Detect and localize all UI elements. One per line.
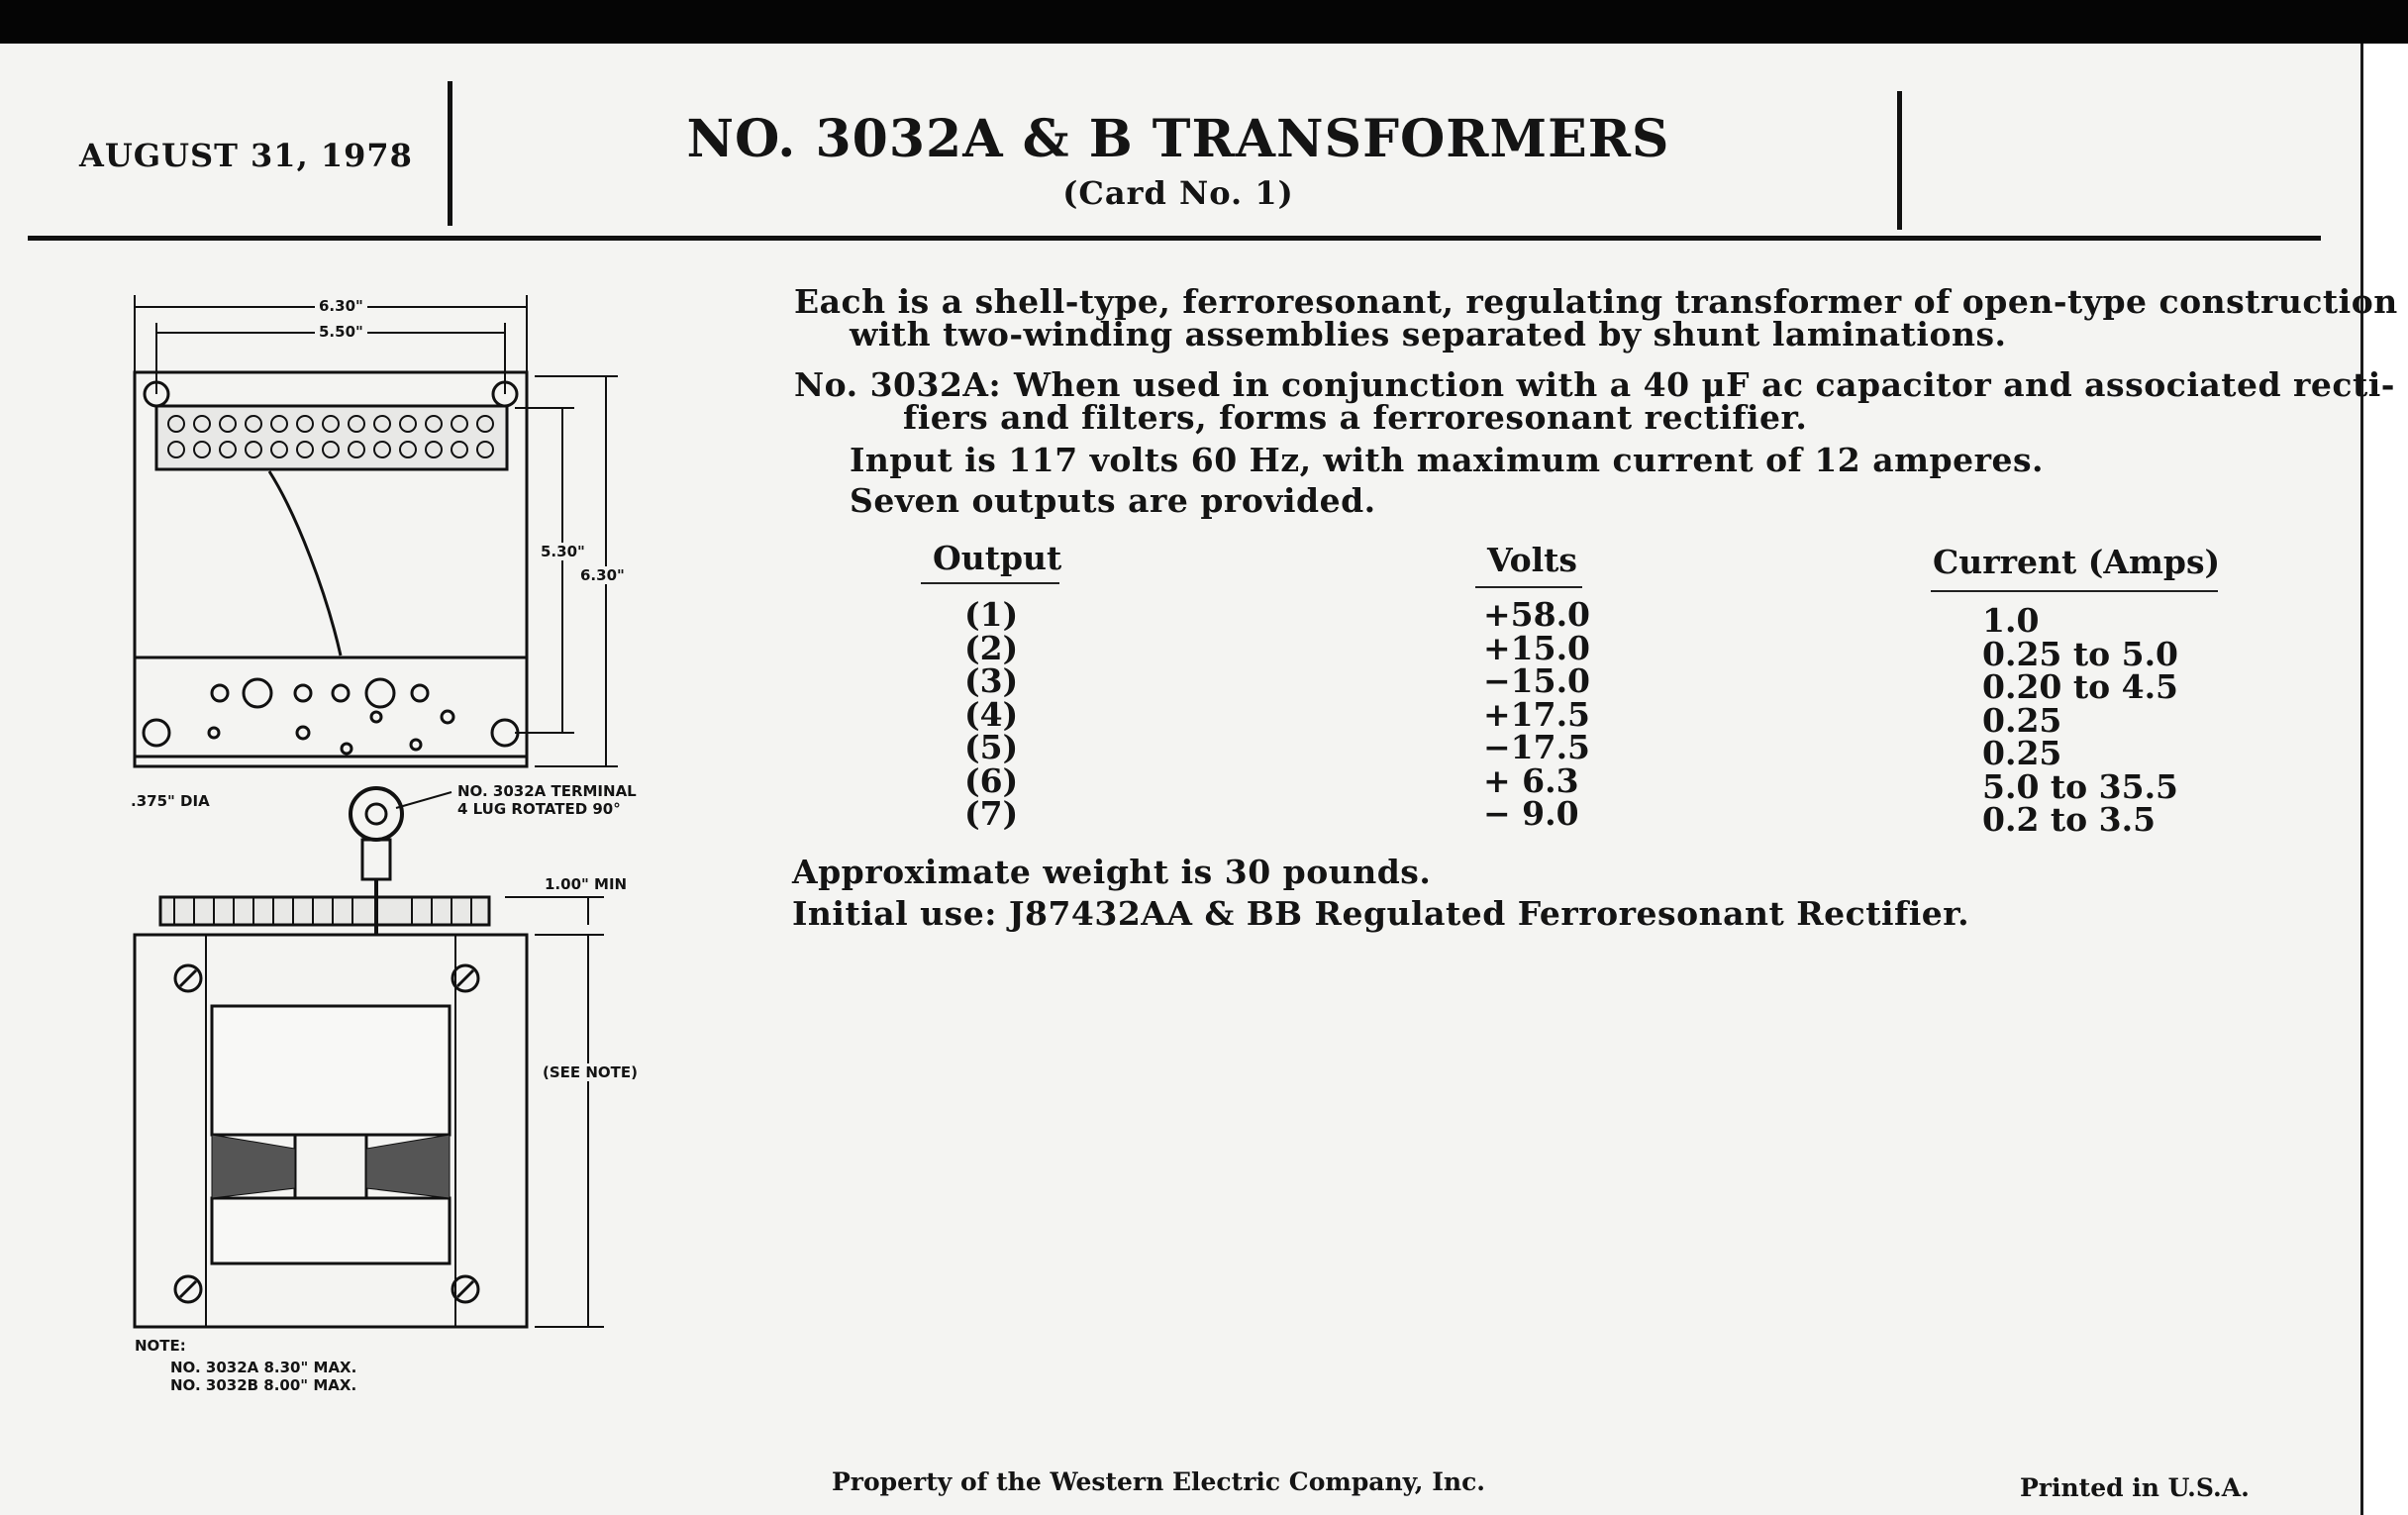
- table-cell-output: (1): [964, 595, 1019, 634]
- transformer-drawing: [0, 0, 693, 1426]
- table-cell-volts: −15.0: [1483, 661, 1591, 700]
- table-cell-current: 0.25: [1982, 734, 2062, 772]
- weight-note: Approximate weight is 30 pounds.: [792, 853, 1432, 891]
- terminal-note-1: NO. 3032A TERMINAL: [457, 782, 637, 800]
- table-cell-volts: +58.0: [1483, 595, 1591, 634]
- model-a-line-2: fiers and filters, forms a ferroresonant rectifier.: [903, 398, 1808, 437]
- table-cell-volts: +17.5: [1483, 694, 1591, 734]
- table-cell-current: 0.25: [1982, 700, 2062, 740]
- table-cell-current: 0.25 to 5.0: [1982, 634, 2179, 673]
- table-cell-volts: +15.0: [1483, 628, 1591, 667]
- hole-diameter-label: .375" DIA: [131, 792, 210, 810]
- side-view-top-strip: [160, 897, 489, 925]
- table-cell-output: (5): [964, 728, 1019, 766]
- table-cell-current: 0.2 to 3.5: [1982, 800, 2157, 839]
- table-cell-output: (6): [964, 760, 1019, 800]
- table-cell-current: 5.0 to 35.5: [1982, 766, 2179, 806]
- see-note-label: (SEE NOTE): [539, 1063, 642, 1081]
- printed-footer: Printed in U.S.A.: [2020, 1473, 2250, 1502]
- note-3032a: NO. 3032A 8.30" MAX.: [170, 1359, 357, 1376]
- top-view-bottom-bracket: [135, 657, 527, 757]
- outputs-note: Seven outputs are provided.: [850, 481, 1376, 520]
- min-clearance-label: 1.00" MIN: [545, 875, 628, 893]
- property-footer: Property of the Western Electric Company, Inc.: [832, 1467, 1486, 1496]
- table-cell-output: (7): [964, 794, 1019, 833]
- initial-use-note: Initial use: J87432AA & BB Regulated Ferroresonant Rectifier.: [792, 894, 1970, 933]
- column-header-current: Current (Amps): [1933, 543, 2221, 581]
- side-view-coil-upper: [212, 1006, 450, 1135]
- column-header-output: Output: [933, 539, 1062, 577]
- intro-line-1: Each is a shell-type, ferroresonant, regulating transformer of open-type construction: [794, 282, 2398, 321]
- card-title: NO. 3032A & B TRANSFORMERS: [686, 109, 1670, 169]
- dim-width-inner: 5.50": [315, 323, 367, 341]
- note-3032b: NO. 3032B 8.00" MAX.: [170, 1376, 357, 1394]
- input-spec: Input is 117 volts 60 Hz, with maximum current of 12 amperes.: [850, 441, 2045, 479]
- dim-height-outer: 6.30": [580, 566, 625, 584]
- dim-height-inner: 5.30": [541, 543, 585, 560]
- table-cell-output: (3): [964, 661, 1019, 700]
- table-cell-volts: − 9.0: [1483, 794, 1579, 833]
- terminal-note-2: 4 LUG ROTATED 90°: [457, 800, 621, 818]
- terminal-lug: [351, 788, 402, 840]
- model-a-line-1: When used in conjunction with a 40 μF ac capacitor and associated recti-: [1014, 365, 2395, 404]
- note-title: NOTE:: [135, 1337, 186, 1355]
- side-view-coil-lower: [212, 1198, 450, 1263]
- intro-line-2: with two-winding assemblies separated by shunt laminations.: [850, 315, 2007, 354]
- dim-width-outer: 6.30": [315, 297, 367, 315]
- table-cell-output: (4): [964, 694, 1019, 734]
- card-subtitle: (Card No. 1): [1062, 174, 1294, 212]
- table-cell-volts: + 6.3: [1483, 760, 1579, 800]
- table-cell-current: 1.0: [1982, 601, 2040, 640]
- table-cell-volts: −17.5: [1483, 728, 1591, 766]
- card-right-edge: [2360, 44, 2408, 1515]
- model-a-label: No. 3032A:: [794, 365, 1002, 404]
- column-rule-current: [1931, 590, 2218, 592]
- card-date: AUGUST 31, 1978: [79, 137, 413, 174]
- column-header-volts: Volts: [1487, 541, 1577, 579]
- column-rule-output: [921, 582, 1059, 584]
- column-rule-volts: [1475, 586, 1582, 588]
- table-cell-output: (2): [964, 628, 1019, 667]
- table-cell-current: 0.20 to 4.5: [1982, 667, 2179, 706]
